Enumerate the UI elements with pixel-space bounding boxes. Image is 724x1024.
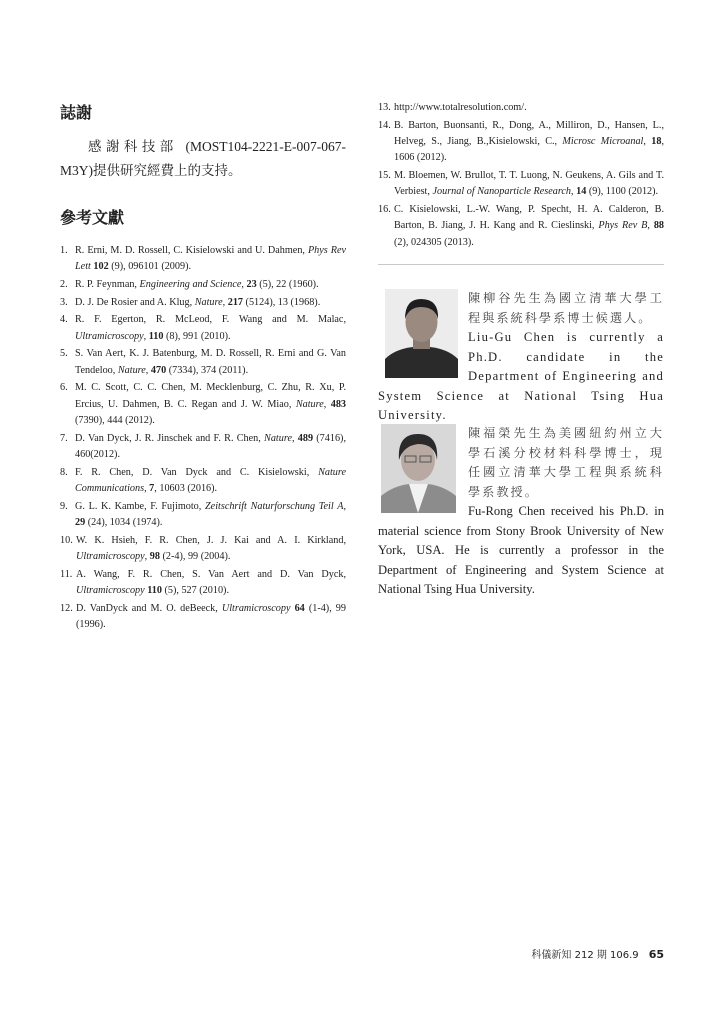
reference-item: [60, 465, 346, 498]
bio-english: Fu-Rong Chen received his Ph.D. in material science from Stony Brook University of New York, USA. He is currently a professor in the Department of Engineering and System Science at National Tsing Hua University.: [378, 504, 664, 596]
journal-name: Ultramicroscopy: [76, 551, 145, 562]
reference-text: D. Van Dyck, J. R. Jinschek and F. R. Chen,: [75, 432, 265, 444]
author-bio-liu-gu-chen: [378, 289, 664, 426]
left-column: [60, 100, 346, 635]
journal-name: Microsc Microanal: [562, 136, 644, 147]
journal-name: Nature Communications: [75, 466, 346, 494]
bio-chinese: 陳柳谷先生為國立清華大學工程與系統科學系博士候選人。: [468, 291, 664, 325]
reference-item: [60, 601, 346, 634]
reference-number: 13.: [378, 102, 391, 113]
reference-number: 10.: [60, 534, 73, 546]
reference-text: (2-4), 99 (2004).: [159, 551, 231, 562]
reference-text: M. C. Scott, C. C. Chen, M. Mecklenburg, C. Zhu, R. Xu, P. Ercius, U. Dahmen, B. C. Regan and J. W. Miao,: [75, 382, 346, 410]
volume: 110: [147, 585, 162, 596]
reference-number: 6.: [60, 382, 68, 394]
reference-item: [60, 277, 346, 293]
reference-text: (2), 024305 (2013).: [394, 236, 474, 248]
reference-text: (5), 22 (1960).: [256, 279, 319, 290]
reference-text: ,: [241, 279, 247, 290]
reference-text: (7390), 444 (2012).: [75, 415, 155, 426]
reference-text: R. P. Feynman,: [75, 279, 140, 290]
reference-text: R. Erni, M. D. Rossell, C. Kisielowski and U. Dahmen,: [75, 245, 308, 256]
volume: 7: [149, 483, 155, 494]
reference-number: 1.: [60, 245, 68, 256]
reference-text: ,: [343, 500, 346, 512]
journal-name: Ultramicroscopy: [76, 585, 145, 596]
reference-text: B. Barton, Buonsanti, R., Dong, A., Milliron, D., Hansen, L., Helveg, S., Jiang, B.,Kisielowski, C.,: [394, 119, 664, 147]
reference-text: (9), 096101 (2009).: [108, 261, 192, 273]
volume: 98: [149, 551, 160, 562]
acknowledgement-heading: 誌謝: [60, 103, 93, 122]
acknowledgement-text: 感謝科技部 (MOST104-2221-E-007-067-M3Y)提供研究經費上的支持。: [60, 139, 346, 178]
volume: 470: [150, 364, 167, 376]
references-heading: 參考文獻: [60, 208, 125, 227]
reference-text: ,: [143, 330, 149, 342]
reference-list: [60, 243, 346, 633]
reference-item: [378, 118, 664, 167]
bio-english: Liu-Gu Chen is currently a Ph.D. candidate in the Department of Engineering and System Science at National Tsing Hua University.: [378, 330, 664, 422]
volume: 110: [148, 330, 164, 342]
reference-number: 4.: [60, 314, 68, 326]
bio-chinese: 陳福榮先生為美國紐約州立大學石溪分校材料科學博士，現任國立清華大學工程與系統科學系教授。: [468, 426, 664, 499]
journal-name: Phys Rev B: [598, 220, 648, 232]
reference-item: [378, 202, 664, 251]
reference-text: ,: [647, 220, 654, 232]
reference-text: M. Bloemen, W. Brullot, T. T. Luong, N. Geukens, A. Gils and T. Verbiest,: [394, 170, 664, 198]
reference-item: [378, 100, 664, 116]
reference-text: , 1606 (2012).: [394, 136, 664, 164]
volume: 29: [75, 517, 86, 528]
volume: 64: [294, 602, 305, 614]
reference-item: [60, 533, 346, 566]
volume: 102: [93, 261, 109, 273]
reference-text: (5), 527 (2010).: [161, 585, 229, 596]
reference-text: R. F. Egerton, R. McLeod, F. Wang and M. Malac,: [75, 314, 346, 326]
reference-text: ,: [571, 186, 577, 198]
reference-text: (9), 1100 (2012).: [586, 186, 659, 198]
volume: 18: [651, 136, 662, 147]
journal-name: Engineering and Science: [139, 279, 242, 290]
reference-item: [60, 243, 346, 276]
reference-number: 15.: [378, 170, 391, 181]
volume: 489: [297, 432, 314, 444]
reference-text: (24), 1034 (1974).: [85, 517, 163, 528]
reference-text: ,: [643, 136, 652, 147]
reference-text: http://www.totalresolution.com/.: [394, 102, 527, 113]
reference-item: [60, 499, 346, 532]
reference-number: 5.: [60, 348, 68, 360]
volume: 483: [330, 398, 347, 410]
reference-text: S. Van Aert, K. J. Batenburg, M. D. Rossell, R. Erni and G. Van Tendeloo,: [75, 348, 346, 376]
reference-item: [60, 380, 346, 429]
reference-text: G. L. K. Kambe, F. Fujimoto,: [75, 500, 205, 512]
author-bio-fu-rong-chen: [378, 424, 664, 600]
reference-number: 9.: [60, 500, 68, 512]
reference-text: ,: [144, 483, 150, 494]
author-photo: [385, 289, 458, 378]
journal-name: Nature: [264, 432, 292, 444]
reference-text: F. R. Chen, D. Van Dyck and C. Kisielowski,: [75, 466, 319, 478]
journal-name: Nature: [295, 398, 324, 410]
page-footer: [531, 946, 664, 961]
author-photo: [381, 424, 456, 513]
volume: 217: [227, 296, 243, 308]
reference-text: ,: [222, 296, 228, 308]
reference-item: [60, 346, 346, 379]
volume: 88: [653, 220, 664, 232]
reference-list-continued: [378, 100, 664, 251]
reference-number: 2.: [60, 279, 68, 290]
reference-text: ,: [145, 364, 151, 376]
reference-item: [60, 312, 346, 345]
journal-name: Nature: [117, 364, 146, 376]
journal-name: Ultramicroscopy: [221, 602, 291, 614]
reference-text: ,: [323, 398, 331, 410]
right-column: [378, 100, 664, 252]
reference-text: D. VanDyck and M. O. deBeeck,: [76, 602, 222, 614]
journal-name: Journal of Nanoparticle Research: [432, 186, 572, 198]
reference-number: 8.: [60, 466, 68, 478]
reference-text: W. K. Hsieh, F. R. Chen, J. J. Kai and A. I. Kirkland,: [76, 534, 346, 546]
reference-text: , 10603 (2016).: [154, 483, 218, 494]
reference-text: ,: [291, 432, 298, 444]
reference-item: [60, 567, 346, 600]
reference-text: A. Wang, F. R. Chen, S. Van Aert and D. Van Dyck,: [76, 568, 346, 580]
reference-item: [60, 431, 346, 464]
reference-text: D. J. De Rosier and A. Klug,: [75, 296, 195, 308]
journal-name: Nature: [194, 296, 223, 308]
reference-number: 12.: [60, 602, 73, 614]
reference-item: [378, 168, 664, 201]
page-number: 65: [648, 948, 664, 961]
volume: 14: [576, 186, 587, 198]
journal-name: Zeitschrift Naturforschung Teil A: [205, 500, 344, 512]
reference-text: (1-4), 99 (1996).: [76, 602, 346, 630]
reference-text: ,: [144, 551, 150, 562]
journal-issue: 科儀新知 212 期 106.9: [531, 950, 639, 961]
reference-number: 11.: [60, 568, 73, 580]
section-divider: [378, 264, 664, 265]
journal-name: Ultramicroscopy: [75, 330, 144, 342]
volume: 23: [246, 279, 257, 290]
reference-item: [60, 295, 346, 311]
reference-number: 7.: [60, 432, 68, 444]
reference-text: (8), 991 (2010).: [163, 330, 231, 342]
reference-text: (5124), 13 (1968).: [243, 296, 321, 308]
reference-number: 14.: [378, 119, 391, 131]
reference-number: 16.: [378, 204, 391, 215]
reference-text: (7334), 374 (2011).: [166, 364, 249, 376]
reference-number: 3.: [60, 296, 68, 308]
reference-text: C. Kisielowski, L.-W. Wang, P. Specht, H. A. Calderon, B. Barton, B. Jiang, J. H. Kang and R. Cieslinski,: [394, 204, 664, 232]
journal-name: Phys Rev Lett: [75, 245, 346, 273]
reference-text: (7416), 460(2012).: [75, 432, 346, 460]
